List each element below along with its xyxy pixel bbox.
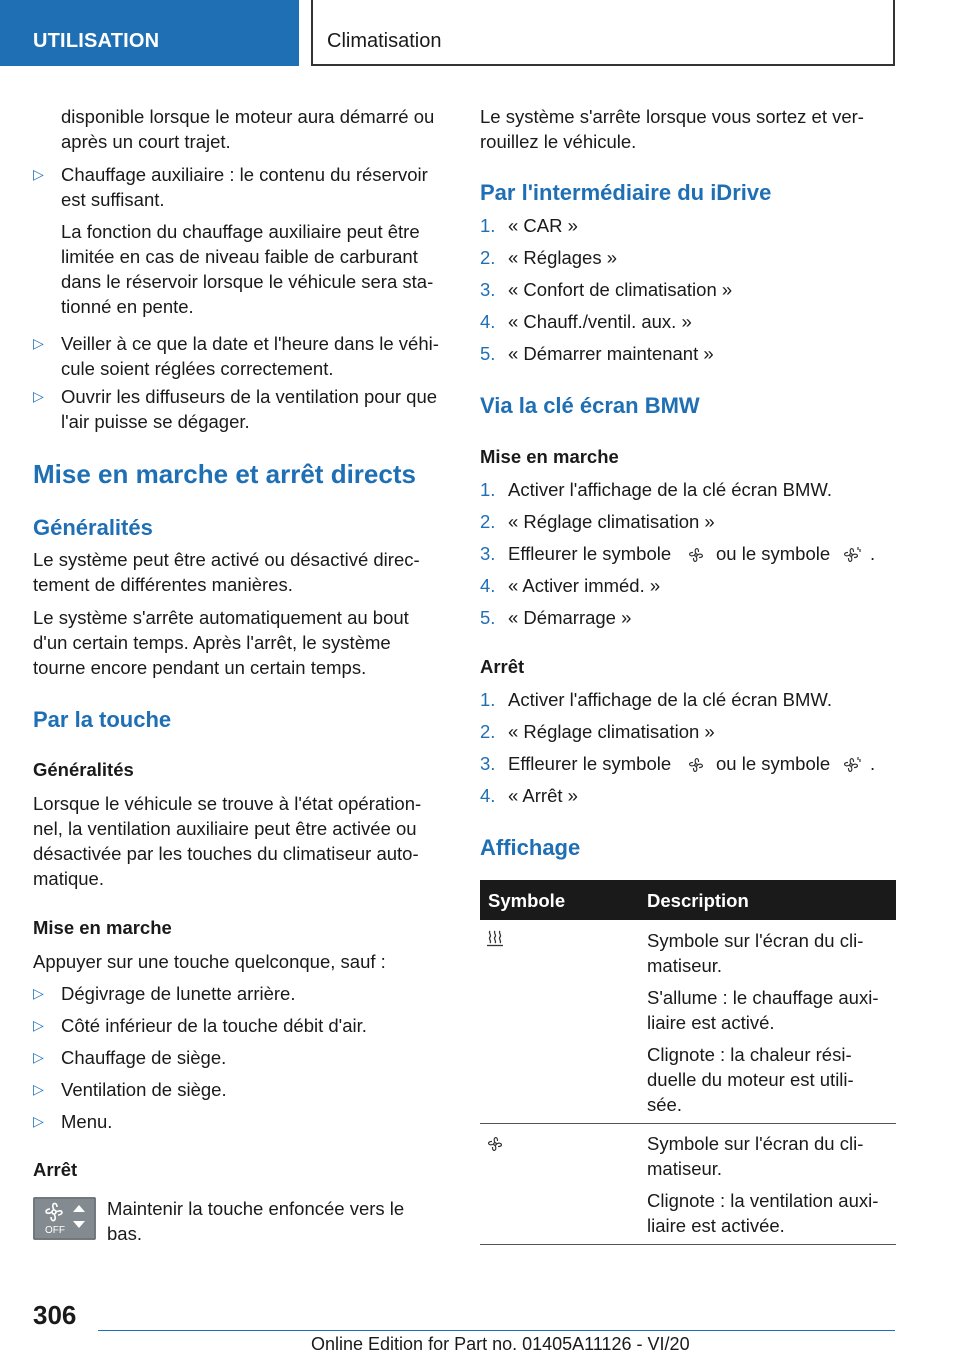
table-cell: Symbole sur l'écran du cli-	[647, 930, 864, 951]
chapter-tab	[311, 0, 895, 66]
step-text: « Confort de climatisation »	[508, 279, 733, 300]
paragraph-line: Le système s'arrête automatiquement au bout	[33, 607, 409, 628]
step-text: Effleurer le symbole	[508, 753, 672, 774]
period: .	[870, 543, 876, 564]
paragraph-line: d'un certain temps. Après l'arrêt, le système	[33, 632, 391, 653]
step-number: 1.	[480, 479, 496, 500]
bullet-text: Ventilation de siège.	[61, 1079, 227, 1100]
step-text: « Chauff./ventil. aux. »	[508, 311, 692, 332]
table-divider	[480, 1244, 896, 1245]
fan-off-button-icon	[33, 1197, 96, 1240]
footer-divider	[98, 1330, 895, 1331]
period: .	[870, 753, 876, 774]
step-number: 1.	[480, 689, 496, 710]
bullet-text: Ouvrir les diffuseurs de la ventilation pour que	[61, 386, 438, 407]
fan-active-icon	[841, 545, 861, 565]
bullet-text: Côté inférieur de la touche débit d'air.	[61, 1015, 367, 1036]
step-text: « Réglage climatisation »	[508, 721, 715, 742]
column-header-symbol: Symbole	[488, 890, 566, 911]
bullet-icon: ▷	[33, 388, 44, 404]
table-cell: matiseur.	[647, 955, 723, 976]
paragraph-line: rouillez le véhicule.	[480, 131, 637, 152]
paragraph-line: tourne encore pendant un certain temps.	[33, 657, 367, 678]
table-cell: sée.	[647, 1094, 682, 1115]
svg-text:OFF: OFF	[45, 1225, 65, 1236]
step-number: 2.	[480, 511, 496, 532]
step-number: 3.	[480, 753, 496, 774]
subsection-heading: Via la clé écran BMW	[480, 393, 700, 418]
subsection-heading: Par la touche	[33, 707, 172, 732]
table-header	[480, 880, 896, 920]
step-text: « Réglages »	[508, 247, 618, 268]
table-cell: S'allume : le chauffage auxi-	[647, 987, 879, 1008]
section-tab	[0, 0, 299, 66]
climate-button-image	[33, 1197, 96, 1240]
paragraph-line: nel, la ventilation auxiliaire peut être activée ou	[33, 818, 417, 839]
step-text: Effleurer le symbole	[508, 543, 672, 564]
table-divider	[480, 1123, 896, 1124]
chapter-title: Climatisation	[327, 30, 442, 52]
paragraph-line: Appuyer sur une touche quelconque, sauf :	[33, 951, 386, 972]
bullet-text: l'air puisse se dégager.	[61, 411, 250, 432]
minor-heading: Généralités	[33, 759, 134, 780]
bullet-icon: ▷	[33, 1113, 44, 1129]
bullet-icon: ▷	[33, 1017, 44, 1033]
paragraph-line: après un court trajet.	[61, 131, 231, 152]
step-number: 1.	[480, 215, 496, 236]
table-cell: Clignote : la chaleur rési-	[647, 1044, 852, 1065]
minor-heading: Arrêt	[480, 656, 525, 677]
paragraph-line: matique.	[33, 868, 104, 889]
step-number: 2.	[480, 721, 496, 742]
step-text: « Démarrer maintenant »	[508, 343, 714, 364]
footer-text: Online Edition for Part no. 01405A11126 - VI/20	[311, 1334, 690, 1354]
fan-icon	[686, 755, 706, 775]
paragraph-line: Lorsque le véhicule se trouve à l'état opération-	[33, 793, 422, 814]
step-text: « Arrêt »	[508, 785, 578, 806]
step-text: « Activer imméd. »	[508, 575, 661, 596]
step-text: « Réglage climatisation »	[508, 511, 715, 532]
minor-heading: Mise en marche	[480, 446, 619, 467]
step-number: 2.	[480, 247, 496, 268]
paragraph-line: tement de différentes manières.	[33, 574, 293, 595]
table-cell: liaire est activée.	[647, 1215, 785, 1236]
page-number: 306	[33, 1300, 77, 1330]
bullet-text: Chauffage de siège.	[61, 1047, 227, 1068]
step-text: Activer l'affichage de la clé écran BMW.	[508, 689, 833, 710]
subsection-heading: Affichage	[480, 835, 581, 860]
step-text: « Démarrage »	[508, 607, 632, 628]
step-number: 4.	[480, 575, 496, 596]
bullet-icon: ▷	[33, 1049, 44, 1065]
paragraph-line: bas.	[107, 1223, 142, 1244]
step-number: 5.	[480, 343, 496, 364]
bullet-note: tionné en pente.	[61, 296, 194, 317]
section-heading: Mise en marche et arrêt directs	[33, 459, 416, 489]
table-cell: liaire est activé.	[647, 1012, 775, 1033]
column-header-description: Description	[647, 890, 749, 911]
step-text: « CAR »	[508, 215, 578, 236]
minor-heading: Arrêt	[33, 1159, 78, 1180]
bullet-icon: ▷	[33, 166, 44, 182]
paragraph-line: Maintenir la touche enfoncée vers le	[107, 1198, 405, 1219]
bullet-text: Chauffage auxiliaire : le contenu du réservoir	[61, 164, 428, 185]
table-cell: matiseur.	[647, 1158, 723, 1179]
bullet-note: limitée en cas de niveau faible de carburant	[61, 246, 418, 267]
paragraph-line: désactivée par les touches du climatiseur auto-	[33, 843, 419, 864]
bullet-icon: ▷	[33, 1081, 44, 1097]
table-cell: Symbole sur l'écran du cli-	[647, 1133, 864, 1154]
step-number: 5.	[480, 607, 496, 628]
fan-icon	[485, 1134, 505, 1154]
subsection-heading: Par l'intermédiaire du iDrive	[480, 180, 772, 205]
paragraph-line: disponible lorsque le moteur aura démarré ou	[61, 106, 435, 127]
bullet-text: Dégivrage de lunette arrière.	[61, 983, 296, 1004]
fan-icon	[686, 545, 706, 565]
bullet-icon: ▷	[33, 335, 44, 351]
step-number: 3.	[480, 279, 496, 300]
bullet-text: est suffisant.	[61, 189, 165, 210]
step-number: 4.	[480, 785, 496, 806]
bullet-text: Veiller à ce que la date et l'heure dans le véhi-	[61, 333, 439, 354]
bullet-note: La fonction du chauffage auxiliaire peut être	[61, 221, 420, 242]
table-cell: Clignote : la ventilation auxi-	[647, 1190, 879, 1211]
table-cell: duelle du moteur est utili-	[647, 1069, 854, 1090]
bullet-note: dans le réservoir lorsque le véhicule sera sta-	[61, 271, 434, 292]
paragraph-line: Le système s'arrête lorsque vous sortez et ver-	[480, 106, 864, 127]
step-number: 3.	[480, 543, 496, 564]
auxiliary-heating-icon	[486, 929, 504, 947]
step-text: ou le symbole	[716, 543, 831, 564]
fan-active-icon	[841, 755, 861, 775]
paragraph-line: Le système peut être activé ou désactivé direc-	[33, 549, 420, 570]
bullet-text: cule soient réglées correctement.	[61, 358, 334, 379]
section-title: UTILISATION	[33, 30, 160, 52]
minor-heading: Mise en marche	[33, 917, 172, 938]
subsection-heading: Généralités	[33, 515, 153, 540]
step-number: 4.	[480, 311, 496, 332]
bullet-text: Menu.	[61, 1111, 113, 1132]
bullet-icon: ▷	[33, 985, 44, 1001]
step-text: Activer l'affichage de la clé écran BMW.	[508, 479, 833, 500]
step-text: ou le symbole	[716, 753, 831, 774]
